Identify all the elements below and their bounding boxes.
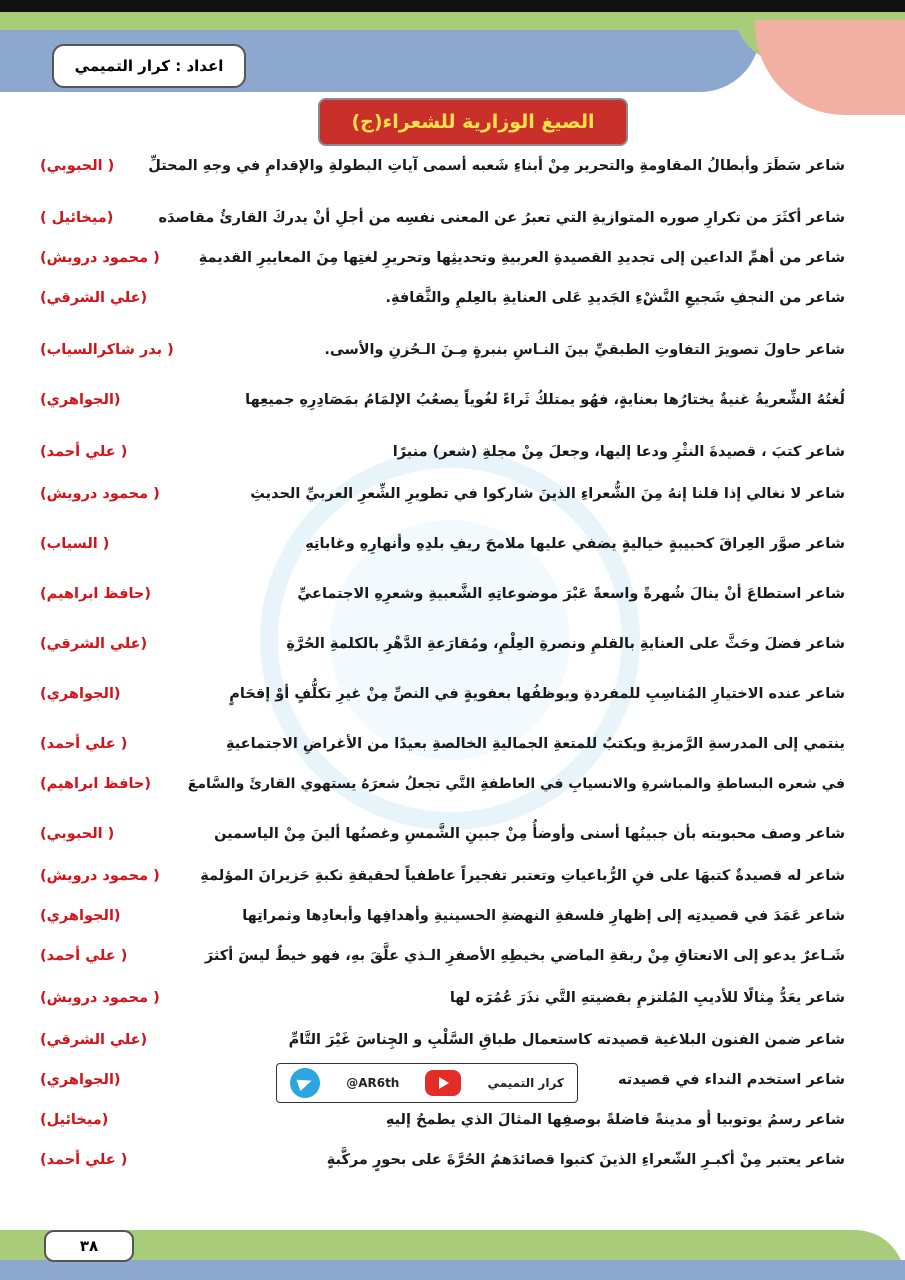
description-text: شاعر فضلَ وحَثَّ على العنايةِ بالقلمِ ونصرةِ العِلْمِ، ومُقارَعةِ الدَّهْرِ بالكلمةِ الحُرَّةِ	[286, 636, 845, 652]
youtube-channel-name: كرار التميمي	[487, 1076, 564, 1090]
description-text: شاعر استطاعَ أنْ ينالَ شُهرةً واسعةً عَبْرَ موضوعاتِهِ الشَّعبيةِ وشعرِهِ الاجتماعيِّ	[297, 586, 845, 602]
youtube-icon[interactable]	[425, 1070, 461, 1096]
description-text: شَـاعرٌ يدعو إلى الانعتاقِ مِنْ ربقةِ الماضي بخيطِهِ الأصفرِ الـذي علَّقَ بهِ، فهو خيطٌ ليسَ أكثرَ	[204, 948, 845, 964]
poet-name: (الجواهري)	[40, 1072, 121, 1088]
description-text: شاعر كتبَ ، قصيدةَ النثْرِ ودعا إليها، وجعلَ مِنْ مجلةِ (شعر) منبرًا	[392, 444, 845, 460]
list-item	[40, 868, 845, 896]
decor-bottom-blue	[0, 1260, 905, 1280]
list-item	[40, 486, 845, 514]
poet-name: ( محمود درويش)	[40, 990, 160, 1006]
description-text: شاعر رسمُ يوتوبيا أو مدينةً فاضلةً بوصفِها المثالَ الذي يطمحُ إليهِ	[385, 1112, 845, 1128]
poet-name: ( علي أحمد)	[40, 444, 128, 460]
page-title: الصيغ الوزارية للشعراء(ج)	[318, 98, 628, 146]
list-item	[40, 444, 845, 472]
description-text: شاعر لا نغالي إذا قلنا إنهُ مِنَ الشُّعراءِ الذينَ شاركوا في تطويرِ الشِّعرِ العربيِّ الحديثِ	[250, 486, 845, 502]
list-item	[40, 990, 845, 1018]
list-item	[40, 948, 845, 976]
description-text: شاعر صوَّر العِراقَ كحبيبةٍ خياليةٍ يضفي عليها ملامحَ ريفِ بلدِهِ وأنهارِهِ وغاباتِهِ	[305, 536, 845, 552]
description-text: شاعر عنده الاختيارِ المُناسِبِ للمفردةِ ويوظفُها بعفويةٍ في النصِّ مِنْ غيرِ تكلُّفٍ أوْ إقحَامٍ	[229, 686, 845, 702]
poet-name: ( محمود درويش)	[40, 250, 160, 266]
list-item	[40, 586, 845, 614]
poet-name: ( الحبوبي)	[40, 158, 115, 174]
poet-name: ( بدر شاكرالسياب)	[40, 342, 174, 358]
poet-name: ( محمود درويش)	[40, 486, 160, 502]
description-text: شاعر عَمَدَ في قصيدتِه إلى إظهارِ فلسفةِ النهضةِ الحسينيةِ وأهدافِها وأبعادِها وثمراتِها	[242, 908, 845, 924]
list-item	[40, 636, 845, 664]
description-text: لُغتُهُ الشِّعريةُ غنيةٌ يختارُها بعنايةٍ، فهُو يمتلكُ ثَراءً لغُوياً يصعُبُ الإلمَامُ بمَصَادِرِهِ جميعِها	[245, 392, 845, 408]
description-text: شاعر يعَدُّ مِثالًا للأديبِ المُلتزمِ بقضيتهِ التَّي نذَرَ عُمُرَه لها	[449, 990, 845, 1006]
description-text: شاعر له قصيدةٌ كتبهَا على فنِ الرُّباعياتِ وتعتبر تفجيراً عاطفياً لحقيقةِ نكبةِ حَزيرانَ المؤلمةِ	[200, 868, 845, 884]
poet-name: ( علي أحمد)	[40, 1152, 128, 1168]
poet-name: (ميخائيل )	[40, 210, 114, 226]
poet-name: ( السياب)	[40, 536, 110, 552]
list-item	[40, 342, 845, 370]
description-text: شاعر وصف محبوبته بأن جبينُها أسنى وأوضأُ مِنْ جبينِ الشَّمسِ وغصنُها ألينَ مِنْ الياسمين	[214, 826, 845, 842]
description-text: شاعر سَطَرَ وأبطالُ المقاومةِ والتحرير مِنْ أبناءِ شَعبه أسمى آياتِ البطولةِ والإقدامِ في وجهِ المحتلِّ	[148, 158, 845, 174]
poet-name: (ميخائيل)	[40, 1112, 109, 1128]
list-item	[40, 776, 845, 804]
list-item	[40, 392, 845, 420]
poet-name: ( محمود درويش)	[40, 868, 160, 884]
poet-name: (علي الشرقي)	[40, 290, 148, 306]
list-item	[40, 210, 845, 238]
list-item	[40, 908, 845, 936]
description-text: في شعره البساطةِ والمباشرةِ والانسيابِ في العاطفةِ التَّي تجعلُ شعرَهُ يستهوي القارئَ والسَّامعَ	[187, 776, 845, 792]
list-item	[40, 1112, 845, 1140]
list-item	[40, 736, 845, 764]
list-item	[40, 1152, 845, 1180]
author-label: اعداد : كرار التميمي	[52, 44, 246, 88]
description-text: شاعر من النجفِ شَجيعِ النَّشْءِ الجَديدِ عَلى العنايةِ بالعِلمِ والثَّقافةِ.	[385, 290, 845, 306]
poet-name: (علي الشرقي)	[40, 1032, 148, 1048]
description-text: شاعر ضمن الفنون البلاغية قصيدته كاستعمال طباقِ السَّلْبِ و الجِناسَ غَيْرَ التَّامِّ	[288, 1032, 845, 1048]
list-item	[40, 250, 845, 278]
description-text: شاعر أكثَرَ من تكرارِ صوره المتوازيةِ التي تعبرُ عن المعنى نفسِه من أجلِ أنْ يدركَ القارئُ مقاصدَه	[158, 210, 845, 226]
telegram-icon[interactable]	[290, 1068, 320, 1098]
list-item	[40, 1032, 845, 1060]
poet-name: ( الحبوبي)	[40, 826, 115, 842]
list-item	[40, 826, 845, 854]
description-text: شاعر يعتبر مِنْ أكبـرِ الشّعراءِ الذينَ كتبوا قصائدَهمُ الحُرَّةَ على بحورٍ مركَّبةٍ	[326, 1152, 845, 1168]
description-text: شاعر من أهمِّ الداعين إلى تجديدِ القصيدةِ العربيةِ وتحديثِها وتحريرِ لغتِها مِنَ المعاييرِ القديمةِ	[198, 250, 845, 266]
poet-name: ( علي أحمد)	[40, 736, 128, 752]
poet-name: ( علي أحمد)	[40, 948, 128, 964]
list-item	[40, 536, 845, 564]
description-text: ينتمي إلى المدرسةِ الرَّمزيةِ ويكتبُ للمتعةِ الجماليةِ الخالصةِ بعيدًا من الأغراضِ الاجتماعيةِ	[225, 736, 845, 752]
poet-name: (علي الشرقي)	[40, 636, 148, 652]
promo-banner[interactable]	[276, 1063, 578, 1103]
description-text: شاعر حاولَ تصويرَ التفاوتِ الطبقيِّ بينَ النـاسِ بنبرةٍ مِـنَ الـحُزنِ والأسى.	[324, 342, 845, 358]
poet-name: (حافظ ابراهيم)	[40, 586, 151, 602]
telegram-handle: @AR6th	[346, 1076, 400, 1090]
decor-pink-corner	[755, 20, 905, 115]
list-item	[40, 158, 845, 186]
list-item	[40, 290, 845, 318]
list-item	[40, 686, 845, 714]
poet-name: (الجواهري)	[40, 686, 121, 702]
description-text: شاعر استخدم النداء في قصيدته	[618, 1072, 845, 1088]
poet-name: (حافظ ابراهيم)	[40, 776, 151, 792]
poet-name: (الجواهري)	[40, 908, 121, 924]
top-bar	[0, 0, 905, 12]
poet-name: (الجواهري)	[40, 392, 121, 408]
page-number: ٣٨	[44, 1230, 134, 1262]
